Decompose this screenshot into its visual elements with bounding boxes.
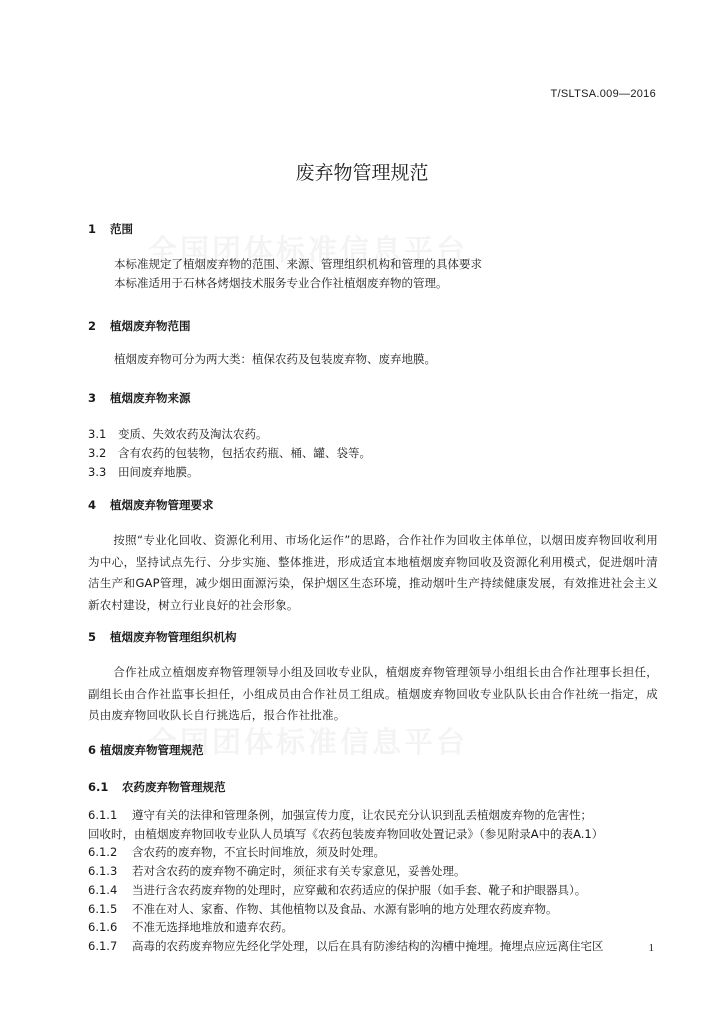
list-item-continuation: 回收时，由植烟废弃物回收专业队人员填写《农药包装废弃物回收处置记录》（参见附录A中的表A.1） xyxy=(88,826,604,841)
list-item: 6.1.3 若对含农药的废弃物不确定时，须征求有关专家意见，妥善处理。 xyxy=(88,864,466,879)
section-2-body xyxy=(88,350,658,369)
paragraph: 按照“专业化回收、资源化利用、市场化运作”的思路，合作社作为回收主体单位，以烟田废弃物回收利用为中心，坚持试点先行、分步实施、整体推进，形成适宜本地植烟废弃物回收及资源化利用模式，促进烟叶清洁生产和GAP管理，减少烟田面源污染，保护烟区生态环境，推动烟叶生产持续健康发展，有效推进社会主义新农村建设，树立行业良好的社会形象。 xyxy=(88,533,658,612)
page-number: 1 xyxy=(648,942,654,954)
list-item: 6.1.2 含农药的废弃物，不宜长时间堆放，须及时处理。 xyxy=(88,845,385,860)
section-4-body xyxy=(88,530,658,616)
list-item: 6.1.6 不准无选择地堆放和遗弃农药。 xyxy=(88,920,293,935)
section-5 xyxy=(88,629,658,645)
section-heading: 4 植烟废弃物管理要求 xyxy=(88,498,214,512)
paragraph-line: 本标准适用于石林各烤烟技术服务专业合作社植烟废弃物的管理。 xyxy=(114,276,448,290)
subsection-heading: 6.1 农药废弃物管理规范 xyxy=(88,780,226,794)
section-1-body xyxy=(88,255,658,293)
list-item: 6.1.4 当进行含农药废弃物的处理时，应穿戴和农药适应的保护服（如手套、靴子和护眼器具）。 xyxy=(88,882,587,897)
section-heading: 1 范围 xyxy=(88,222,134,236)
section-3-list xyxy=(88,425,658,482)
section-5-body xyxy=(88,662,658,727)
list-item: 3.2 含有农药的包装物，包括农药瓶、桶、罐、袋等。 xyxy=(88,446,371,460)
section-heading: 5 植烟废弃物管理组织机构 xyxy=(88,630,237,644)
list-item: 3.3 田间废弃地膜。 xyxy=(88,465,199,479)
document-title: 废弃物管理规范 xyxy=(295,162,429,184)
subsection-6-1 xyxy=(88,779,658,795)
section-4 xyxy=(88,497,658,513)
paragraph-line: 植烟废弃物可分为两大类：植保农药及包装废弃物、废弃地膜。 xyxy=(114,352,436,366)
section-heading: 3 植烟废弃物来源 xyxy=(88,391,191,405)
section-6 xyxy=(88,742,658,758)
section-heading: 2 植烟废弃物范围 xyxy=(88,319,191,333)
list-item: 6.1.5 不准在对人、家畜、作物、其他植物以及食品、水源有影响的地方处理农药废弃物。 xyxy=(88,901,558,916)
section-3 xyxy=(88,390,658,406)
subsection-6-1-list xyxy=(88,806,658,956)
list-item: 6.1.1 遵守有关的法律和管理条例，加强宣传力度，让农民充分认识到乱丢植烟废弃物的危害性； xyxy=(88,808,592,822)
section-2 xyxy=(88,318,658,334)
section-heading: 6 植烟废弃物管理规范 xyxy=(88,743,204,757)
list-item: 6.1.7 高毒的农药废弃物应先经化学处理，以后在具有防渗结构的沟槽中掩埋。掩埋点应远离住宅区 xyxy=(88,938,604,953)
standard-code: T/SLTSA.009—2016 xyxy=(550,88,656,100)
section-1 xyxy=(88,221,658,237)
paragraph-line: 本标准规定了植烟废弃物的范围、来源、管理组织机构和管理的具体要求 xyxy=(114,257,482,271)
list-item: 3.1 变质、失效农药及淘汰农药。 xyxy=(88,427,268,441)
paragraph: 合作社成立植烟废弃物管理领导小组及回收专业队，植烟废弃物管理领导小组组长由合作社理事长担任，副组长由合作社监事长担任，小组成员由合作社员工组成。植烟废弃物回收专业队队长由合作社统一指定，成员由废弃物回收队长自行挑选后，报合作社批准。 xyxy=(88,665,658,722)
